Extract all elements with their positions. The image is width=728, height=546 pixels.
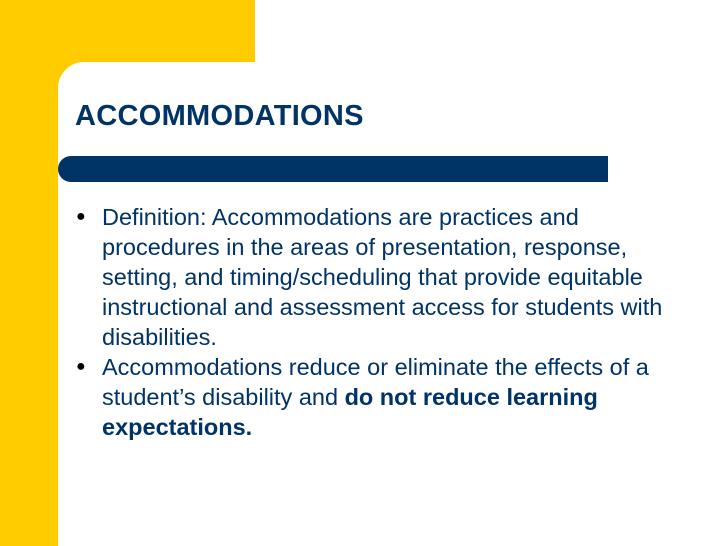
bullet-text-effects-regular: Accommodations reduce or eliminate the effects of a student’s disability and [102, 354, 649, 410]
slide-title: ACCOMMODATIONS [75, 100, 364, 132]
bullet-list [76, 202, 676, 442]
bullet-icon: ● [76, 358, 86, 375]
bullet-item-definition [76, 202, 676, 352]
bullet-text-effects [102, 352, 676, 442]
title-underline-bar [58, 156, 608, 182]
bullet-icon: ● [76, 208, 86, 225]
bullet-text-definition: Definition: Accommodations are practices and procedures in the areas of presentation, response, setting, and timing/scheduling that provide equitable instructional and assessment access for students with disabilities. [102, 204, 663, 350]
bullet-text-effects-bold: do not reduce learning expectations. [102, 384, 598, 440]
bullet-item-effects [76, 352, 676, 442]
